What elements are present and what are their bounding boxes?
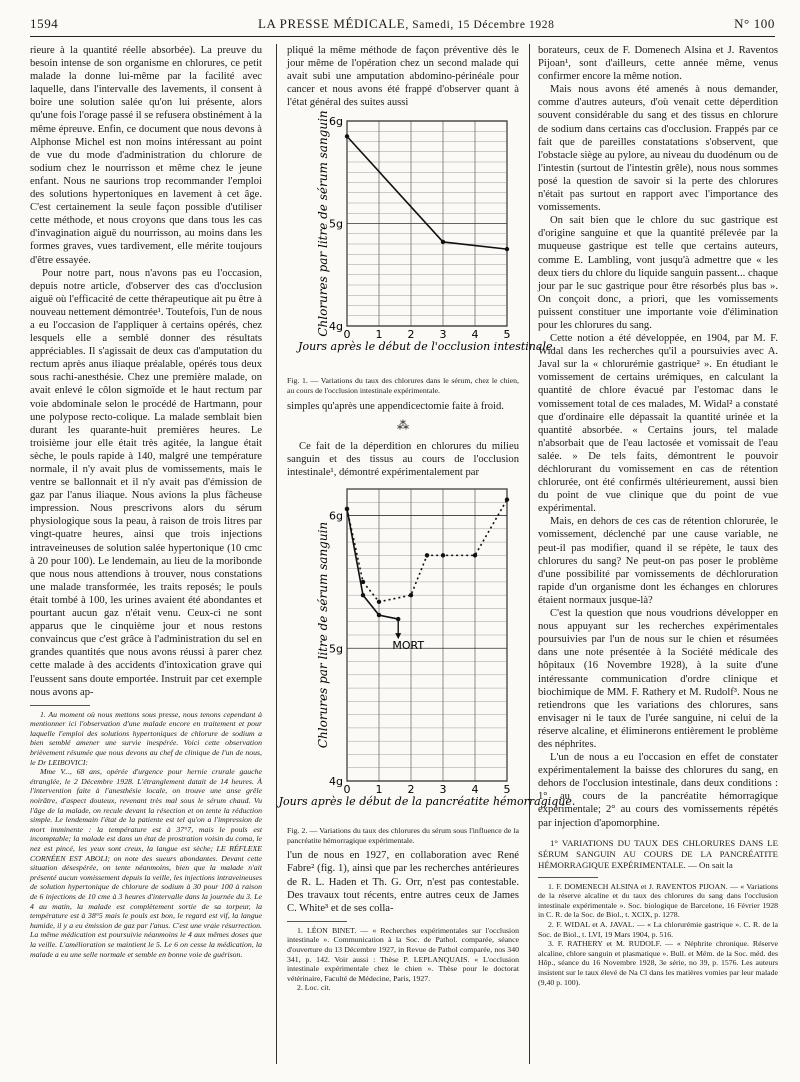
figure-2-caption: Fig. 2. — Variations du taux des chlorures du sérum sous l'influence de la pancréatite hémorragique expérimentale. [287,826,519,845]
footnote: 1. Au moment où nous mettons sous presse, nous tenons cependant à mentionner ici l'observation d'une malade encore en traitement et pour laquelle l'emploi des solutions hypertoniques de chlorure de sodium a bien semblé amener une survie inespérée. Voici cette observation brièvement résumée que nous devons au chef de clinique de l'un de nous, le Dr LEIBOVICI: [30,709,262,767]
x-tick-label: 1 [375,328,383,342]
section-separator: ⁂ [397,417,409,432]
paragraph: Cette notion a été développée, en 1904, par M. F. Widal dans les recherches qu'il a poursuivies avec A. Javal sur la « chlorurémie gastrique² ». En étudiant le vomissement de certains urémiques, en calculant la quantité de chlore évacué par l'estomac dans le vomissement total de ces malades, M. Widal² a constaté que d'ordinaire elle dépassait la quantité urinée et la quantité absorbée. « Certains jours, tel malade n'absorbait que de l'eau lactosée et vomissait de l'eau salée. » De tels faits, démontrent le pouvoir déchlorurant du vomissement en cas de rétention chlorurée, ont été confirmés ultérieurement, aussi bien du point de vue clinique que du point de vue expérimental. [538,333,778,515]
footnote: 2. F. WIDAL et A. JAVAL. — « La chlorurémie gastrique ». C. R. de la Soc. de Biol., t. LVI, 19 Mars 1904, p. 516. [538,920,778,939]
y-tick-label: 4g [329,775,343,789]
x-tick-label: 2 [407,328,415,342]
paragraph: C'est la question que nous voudrions développer en nous appuyant sur les recherches expérimentales poursuivies par l'un de nous sur le chien et résumées dans une note présentée à la Société médicale des hôpitaux (16 Novembre 1928), à la suite d'une intéressante communication d'ordre clinique et biochimique de MM. F. Rathery et M. Rudolf³. Nous ne retiendrons que les variations des chlorures, sans envisager ni le taux de l'urée sanguine, ni celui de la réserve alcaline, et éliminerons entièrement le problème des néphrites. [538,608,778,750]
column-2 [278,44,576,993]
y-tick-label: 6g [329,509,343,523]
y-tick-label: 6g [329,115,343,129]
data-point [345,135,349,139]
x-tick-label: 3 [439,783,447,797]
issue-date: , Samedi, 15 Décembre 1928 [405,19,555,31]
paragraph: simples qu'après une appendicectomie faite à froid. [287,400,504,412]
x-tick-label: 2 [407,783,415,797]
data-point [377,600,381,604]
x-tick-label: 0 [343,783,351,797]
data-point [361,593,365,597]
data-point [441,553,445,557]
paragraph: Mais nous avons été amenés à nous demander, comme d'autres auteurs, d'où venait cette déperdition souvent considérable du sang et des tissus en chlorure de sodium dans certains cas d'occlusion. Frappés par ce fait que de pareilles constatations s'observent, que l'obstacle siège au pylore, au niveau du duodénum ou de l'intestin (surtout de l'intestin grêle), nous nous sommes posé la question de savoir si la perte des chlorures n'était pas surtout en rapport avec l'importance des vomissements. [538,84,778,214]
paragraph: pliqué la même méthode de façon préventive dès le jour même de l'opération chez un second malade qui avait subi une amputation abdomino-périnéale pour cancer et nous avons été frappé d'observer quant à l'état général des suites aussi [287,45,519,109]
footnotes [538,882,778,988]
journal-name: LA PRESSE MÉDICALE [258,16,406,31]
paragraph: On sait bien que le chlore du suc gastrique est d'origine sanguine et que la quantité prélevée par la muqueuse gastrique est telle que certains auteurs, comme E. Lambling, vont jusqu'à admettre que « les deux tiers du chlore du liquide sanguin passent... chaque jour par le suc gastrique pour être résorbés plus bas ». On conçoit donc, a priori, que les vomissements puissent constituer une importante voie d'élimination pour les chlorures du sang. [538,215,778,331]
annotation-label: MORT [392,639,425,653]
column-1 [30,44,262,959]
footnotes [30,710,262,959]
footnote: 1. F. DOMENECH ALSINA et J. RAVENTOS PIJOAN. — « Variations de la réserve alcaline et du taux des chlorures du sang dans l'occlusion intestinale expérimentale ». Soc. biologique de Barcelone, 16 Février 1928 in C. R. de la Soc. de Biol., t. XCIX, p. 1278. [538,881,778,920]
footnote-rule [538,877,598,878]
column-divider [276,44,277,1064]
footnotes [287,926,519,993]
footnote: 3. F. RATHERY et M. RUDOLF. — « Néphrite chronique. Réserve alcaline, chlore sanguin et plasmatique ». Bull. et Mém. de la Soc. méd. des Hôp., séance du 16 Novembre 1928, 3e série, no 39, p. 1576. Les auteurs insistent sur le taux élevé de Na Cl dans les matières vomies par leur malade (9,40 p. 100). [538,939,778,987]
paragraph: Pour notre part, nous n'avons pas eu l'occasion, depuis notre article, d'observer des cas d'occlusion aiguë où l'efficacité de cette thérapeutique ait pu être à nouveau nettement démontrée¹. Toutefois, l'un de nous a eu l'occasion de l'appliquer à certains opérés, chez lesquels elle a semblé donner des résultats appréciables. Il s'agissait de deux cas d'amputation du rectum après anus iliaque préalable, opérés tous deux sous rachi-anesthésie. Chez une première malade, on avait enlevé le côlon sigmoïde et le haut rectum par voie abdominale selon le procédé de Hartmann, pour une polypose recto-colique. La malade semblait bien durant les quarante-huit premières heures. Le troisième jour elle était très agitée, la langue était sèche, le pouls rapide à 140, malgré une température normale, il n'y avait plus de vomissements, mais le ventre se ballonnait et il n'y avait pas d'émission de gaz par l'anus iliaque. Nous avions la plus fâcheuse impression. Nous prescrivons alors du sérum physiologique sous la peau, à raison de trois litres par vingt-quatre heures, ainsi que trois injections intraveineuses de solution salée hypertonique (10 cmc à 20 pour 100). Le lendemain, au lieu de la moribonde que nous nous attendions à trouver, nous constations une malade transformée, les traits reposés; le pouls était tombé à 100, les urines avaient été abondantes et pourtant aucun gaz n'était venu. Ceux-ci ne sont apparus que le cinquième jour et nous restons convaincus que c'est grâce à l'administration du sel en grandes quantités que nous avons réussi à parer chez cette malade à des accidents d'intoxication grave qui l'eussent sans doute emportée. Instruit par cet exemple nous avons ap- [30,267,262,698]
journal-title [258,16,554,32]
data-point [425,553,429,557]
x-axis-label: Jours après le début de l'occlusion intestinale. [298,340,556,354]
paragraph: Ce fait de la déperdition en chlorures du milieu sanguin et des tissus au cours de l'occlusion intestinale¹, démontré expérimentalement par [287,440,519,479]
paragraph: l'un de nous en 1927, en collaboration avec René Fabre² (fig. 1), ainsi que par les recherches antérieures de R. L. Haden et Th. G. Orr, n'est pas contestable. Des travaux tout récents, entre autres ceux de James C. White³ et de ses colla- [287,850,519,914]
data-point [473,553,477,557]
x-tick-label: 4 [471,328,479,342]
x-tick-label: 5 [503,328,511,342]
figure-2-chart [278,479,576,824]
y-axis-label: Chlorures par litre de sérum sanguin [316,110,330,338]
x-tick-label: 0 [343,328,351,342]
page-number: 1594 [30,16,59,31]
y-tick-label: 4g [329,320,343,334]
data-point [345,507,349,511]
x-tick-label: 5 [503,783,511,797]
footnote-rule [30,705,90,706]
series-line [347,509,398,619]
y-axis-label: Chlorures par litre de sérum sanguin [316,521,330,749]
y-tick-label: 5g [329,217,343,231]
footnote: 2. Loc. cit. [297,983,331,993]
data-point [377,613,381,617]
x-tick-label: 1 [375,783,383,797]
column-3 [538,44,778,987]
issue-number: N° 100 [734,16,775,31]
data-point [505,498,509,502]
figure-1-caption: Fig. 1. — Variations du taux des chlorures dans le sérum, chez le chien, au cours de l'occlusion intestinale expérimentale. [287,376,519,396]
figure-1-chart [287,109,556,374]
paragraph: borateurs, ceux de F. Domenech Alsina et J. Raventos Pijoan¹, sont d'ailleurs, cette année même, venus confirmer encore la même notion. [538,45,778,83]
data-point [361,580,365,584]
y-tick-label: 5g [329,642,343,656]
x-axis-label: Jours après le début de la pancréatite hémorragique. [278,795,576,809]
series-line [347,500,507,602]
x-tick-label: 3 [439,328,447,342]
data-point [409,593,413,597]
x-tick-label: 4 [471,783,479,797]
paragraph: L'un de nous a eu l'occasion en effet de constater expérimentalement la baisse des chlorures du sang, en dehors de l'occlusion intestinale, dans deux conditions : 1° au cours de la pancréatite hémorragique expérimentale; 2° au cours des vomissements répétés par injection d'apomorphine. [538,752,778,829]
paragraph: Mais, en dehors de ces cas de rétention chlorurée, le vomissement, déclenché par une cause variable, ne peut-il pas modifier, quand il se répète, le taux des chlorures du sang? Ne peut-on pas poser le problème d'une possibilité par vomissements de déchloruration rapide d'un organisme dont les échanges en chlorures étaient normaux jusque-là? [538,516,778,606]
footnote-rule [287,921,347,922]
data-point [505,247,509,251]
page-header [30,14,775,37]
paragraph: rieure à la quantité réelle absorbée). La preuve du besoin intense de son organisme en chlorures, ce petit malade la donne lui-même par la facilité avec laquelle, dans l'intervalle des lavements, il consent à boire une solution salée qu'on lui présente, alors qu'une fois l'orage passé il se refusera obstinément à la même épreuve. Enfin, ce document que nous devons à Alphonse Michel est non moins intéressant au point de vue du mode d'administration du chlorure de sodium chez le nourrisson et même chez le jeune enfant. Nous ne saurions trop recommander l'emploi des solutions hypertoniques en lavement à cet âge. C'est certainement la seule façon possible d'utiliser cette méthode, et nous croyons que dans tous les cas d'invagination aiguë du nourrisson, au moins dans les formes graves, vues tardivement, elle mérite toujours d'être essayée. [30,45,262,266]
footnote: Mme V..., 68 ans, opérée d'urgence pour hernie crurale gauche étranglée, le 2 Décembre 1928. L'étranglement datait de 14 heures. À l'intervention faite à l'anesthésie locale, on trouve une anse grêle noirâtre, d'aspect douteux, revenant très mal sous le sérum chaud. Vu l'âge de la malade, on recule devant la résection et on tente la réduction simple. Le lendemain l'état de la patiente est tel qu'on a l'impression de mort imminente : la température est à 37°7, mais le pouls est incomptable; la malade est dans un état de prostration voisin du coma, le nez est pincé, les yeux sont creux, la langue est sèche; LE RÉFLEXE CORNÉEN EST ABOLI; on note des sueurs abondantes. Devant cette situation désespérée, on tente néanmoins, bien que la malade n'ait présenté aucun vomissement depuis la veille, les injections intraveineuses de solution hypertonique de chlorure de sodium à 30 pour 100 à raison de 6 injections de 10 cme à 3 heures d'intervalle dans la journée du 3. Le 4 au matin, la malade est complètement sortie de sa torpeur, la température est à 38°5 mais le pouls est bon, le regard est vif, la langue humide, il y a eu émission de gaz par l'anus. C'est une vraie résurrection. La même médication est poursuivie néanmoins le 4 aux mêmes doses que la veille. L'amélioration se maintient le 5. Le 6 on cesse la médication, la malade a eu une selle normale et semble en bonne voie de guérison. [30,767,262,959]
column-divider [529,44,530,1064]
footnote: 1. LÉON BINET. — « Recherches expérimentales sur l'occlusion intestinale ». Communication à la Soc. de Pathol. comparée, séance d'ouverture du 13 Décembre 1927, in Revue de Pathol comparée, nos 340 341, p. 142. Voir aussi : Thèse P. LEPLANQUAIS. « L'occlusion intestinale expérimentale chez le chien ». Thèse pour le doctorat vétérinaire, Faculté de Médecine, Paris, 1927. [287,925,519,983]
section-title: 1° VARIATIONS DU TAUX DES CHLORURES DANS LE SÉRUM SANGUIN AU COURS DE LA PANCRÉATITE HÉMORRAGIQUE EXPÉRIMENTALE. — On sait la [538,837,778,870]
data-point [441,240,445,244]
